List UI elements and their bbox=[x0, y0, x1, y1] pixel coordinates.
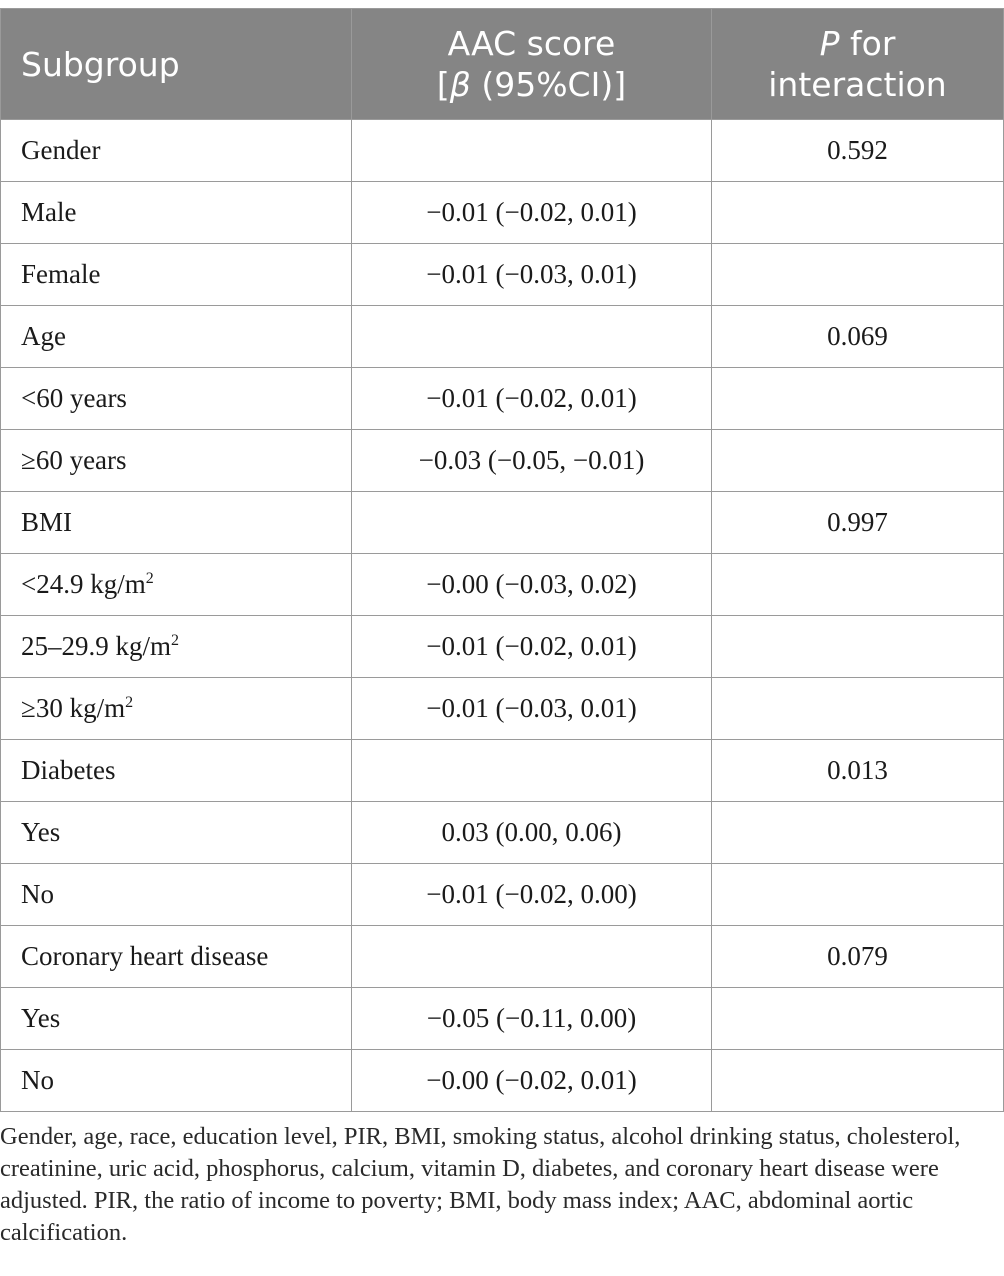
subgroup-label: <60 years bbox=[21, 383, 127, 413]
table-row bbox=[1, 430, 1004, 492]
subgroup-label: <24.9 kg/m bbox=[21, 569, 146, 599]
table-row bbox=[1, 368, 1004, 430]
table-row bbox=[1, 1050, 1004, 1112]
header-subgroup: Subgroup bbox=[1, 9, 352, 120]
subgroup-table-container bbox=[0, 8, 1003, 1112]
subgroup-label: 25–29.9 kg/m bbox=[21, 631, 172, 661]
cell-p-interaction bbox=[712, 678, 1004, 740]
cell-subgroup bbox=[1, 926, 352, 988]
cell-subgroup bbox=[1, 306, 352, 368]
cell-p-interaction: 0.997 bbox=[712, 492, 1004, 554]
cell-subgroup bbox=[1, 678, 352, 740]
cell-p-interaction bbox=[712, 988, 1004, 1050]
cell-subgroup bbox=[1, 988, 352, 1050]
subgroup-label: ≥30 kg/m bbox=[21, 693, 126, 723]
cell-p-interaction: 0.079 bbox=[712, 926, 1004, 988]
cell-beta-ci: −0.05 (−0.11, 0.00) bbox=[352, 988, 712, 1050]
subgroup-analysis-table bbox=[0, 8, 1004, 1112]
table-row bbox=[1, 802, 1004, 864]
header-aac-line1: AAC score bbox=[447, 24, 616, 63]
cell-beta-ci bbox=[352, 120, 712, 182]
table-row bbox=[1, 988, 1004, 1050]
cell-p-interaction: 0.592 bbox=[712, 120, 1004, 182]
cell-p-interaction bbox=[712, 864, 1004, 926]
cell-subgroup bbox=[1, 182, 352, 244]
cell-beta-ci bbox=[352, 926, 712, 988]
header-aac-rest: (95%CI)] bbox=[470, 65, 627, 104]
unit-superscript: 2 bbox=[145, 570, 154, 587]
table-row bbox=[1, 740, 1004, 802]
subgroup-label: Yes bbox=[21, 1003, 61, 1033]
subgroup-label: No bbox=[21, 879, 54, 909]
table-row bbox=[1, 926, 1004, 988]
header-p-rest: for bbox=[839, 24, 896, 63]
subgroup-label: Yes bbox=[21, 817, 61, 847]
subgroup-label: Female bbox=[21, 259, 101, 289]
cell-p-interaction: 0.069 bbox=[712, 306, 1004, 368]
table-row bbox=[1, 306, 1004, 368]
cell-subgroup bbox=[1, 1050, 352, 1112]
subgroup-label: Age bbox=[21, 321, 66, 351]
table-row bbox=[1, 244, 1004, 306]
subgroup-label: BMI bbox=[21, 507, 73, 537]
cell-subgroup bbox=[1, 616, 352, 678]
cell-beta-ci: −0.01 (−0.02, 0.00) bbox=[352, 864, 712, 926]
header-p-italic: P bbox=[819, 24, 840, 63]
header-aac-open: [ bbox=[436, 65, 450, 104]
cell-subgroup bbox=[1, 492, 352, 554]
cell-beta-ci bbox=[352, 492, 712, 554]
cell-beta-ci: 0.03 (0.00, 0.06) bbox=[352, 802, 712, 864]
cell-subgroup bbox=[1, 430, 352, 492]
table-row bbox=[1, 492, 1004, 554]
table-row bbox=[1, 864, 1004, 926]
header-aac-score bbox=[352, 9, 712, 120]
cell-beta-ci: −0.01 (−0.03, 0.01) bbox=[352, 678, 712, 740]
header-row bbox=[1, 9, 1004, 120]
cell-p-interaction bbox=[712, 554, 1004, 616]
header-p-interaction bbox=[712, 9, 1004, 120]
cell-subgroup bbox=[1, 802, 352, 864]
unit-superscript: 2 bbox=[171, 632, 180, 649]
cell-beta-ci: −0.01 (−0.02, 0.01) bbox=[352, 368, 712, 430]
table-row bbox=[1, 678, 1004, 740]
cell-subgroup bbox=[1, 368, 352, 430]
cell-subgroup bbox=[1, 120, 352, 182]
cell-beta-ci: −0.01 (−0.03, 0.01) bbox=[352, 244, 712, 306]
cell-beta-ci: −0.00 (−0.03, 0.02) bbox=[352, 554, 712, 616]
unit-superscript: 2 bbox=[125, 694, 134, 711]
cell-p-interaction bbox=[712, 368, 1004, 430]
table-row bbox=[1, 554, 1004, 616]
cell-beta-ci: −0.00 (−0.02, 0.01) bbox=[352, 1050, 712, 1112]
table-body bbox=[1, 120, 1004, 1112]
table-row bbox=[1, 120, 1004, 182]
cell-subgroup bbox=[1, 864, 352, 926]
subgroup-label: ≥60 years bbox=[21, 445, 127, 475]
subgroup-label: Male bbox=[21, 197, 77, 227]
subgroup-label: Coronary heart disease bbox=[21, 941, 269, 971]
cell-subgroup bbox=[1, 554, 352, 616]
cell-beta-ci: −0.03 (−0.05, −0.01) bbox=[352, 430, 712, 492]
cell-beta-ci: −0.01 (−0.02, 0.01) bbox=[352, 616, 712, 678]
table-header bbox=[1, 9, 1004, 120]
cell-beta-ci: −0.01 (−0.02, 0.01) bbox=[352, 182, 712, 244]
header-p-line2: interaction bbox=[768, 65, 947, 104]
cell-subgroup bbox=[1, 740, 352, 802]
cell-p-interaction bbox=[712, 430, 1004, 492]
cell-beta-ci bbox=[352, 306, 712, 368]
header-aac-beta: β bbox=[449, 65, 471, 104]
cell-p-interaction bbox=[712, 182, 1004, 244]
subgroup-label: Diabetes bbox=[21, 755, 116, 785]
cell-beta-ci bbox=[352, 740, 712, 802]
table-row bbox=[1, 182, 1004, 244]
cell-p-interaction bbox=[712, 1050, 1004, 1112]
cell-p-interaction bbox=[712, 616, 1004, 678]
cell-p-interaction bbox=[712, 244, 1004, 306]
subgroup-label: Gender bbox=[21, 135, 101, 165]
subgroup-label: No bbox=[21, 1065, 54, 1095]
cell-p-interaction: 0.013 bbox=[712, 740, 1004, 802]
table-footnote: Gender, age, race, education level, PIR, BMI, smoking status, alcohol drinking status, cholesterol, creatinine, uric acid, phosphorus, calcium, vitamin D, diabetes, and coronary heart disease were adjusted. PIR, the ratio of income to poverty; BMI, body mass index; AAC, abdominal aortic calcification. bbox=[0, 1123, 961, 1246]
cell-subgroup bbox=[1, 244, 352, 306]
table-row bbox=[1, 616, 1004, 678]
cell-p-interaction bbox=[712, 802, 1004, 864]
